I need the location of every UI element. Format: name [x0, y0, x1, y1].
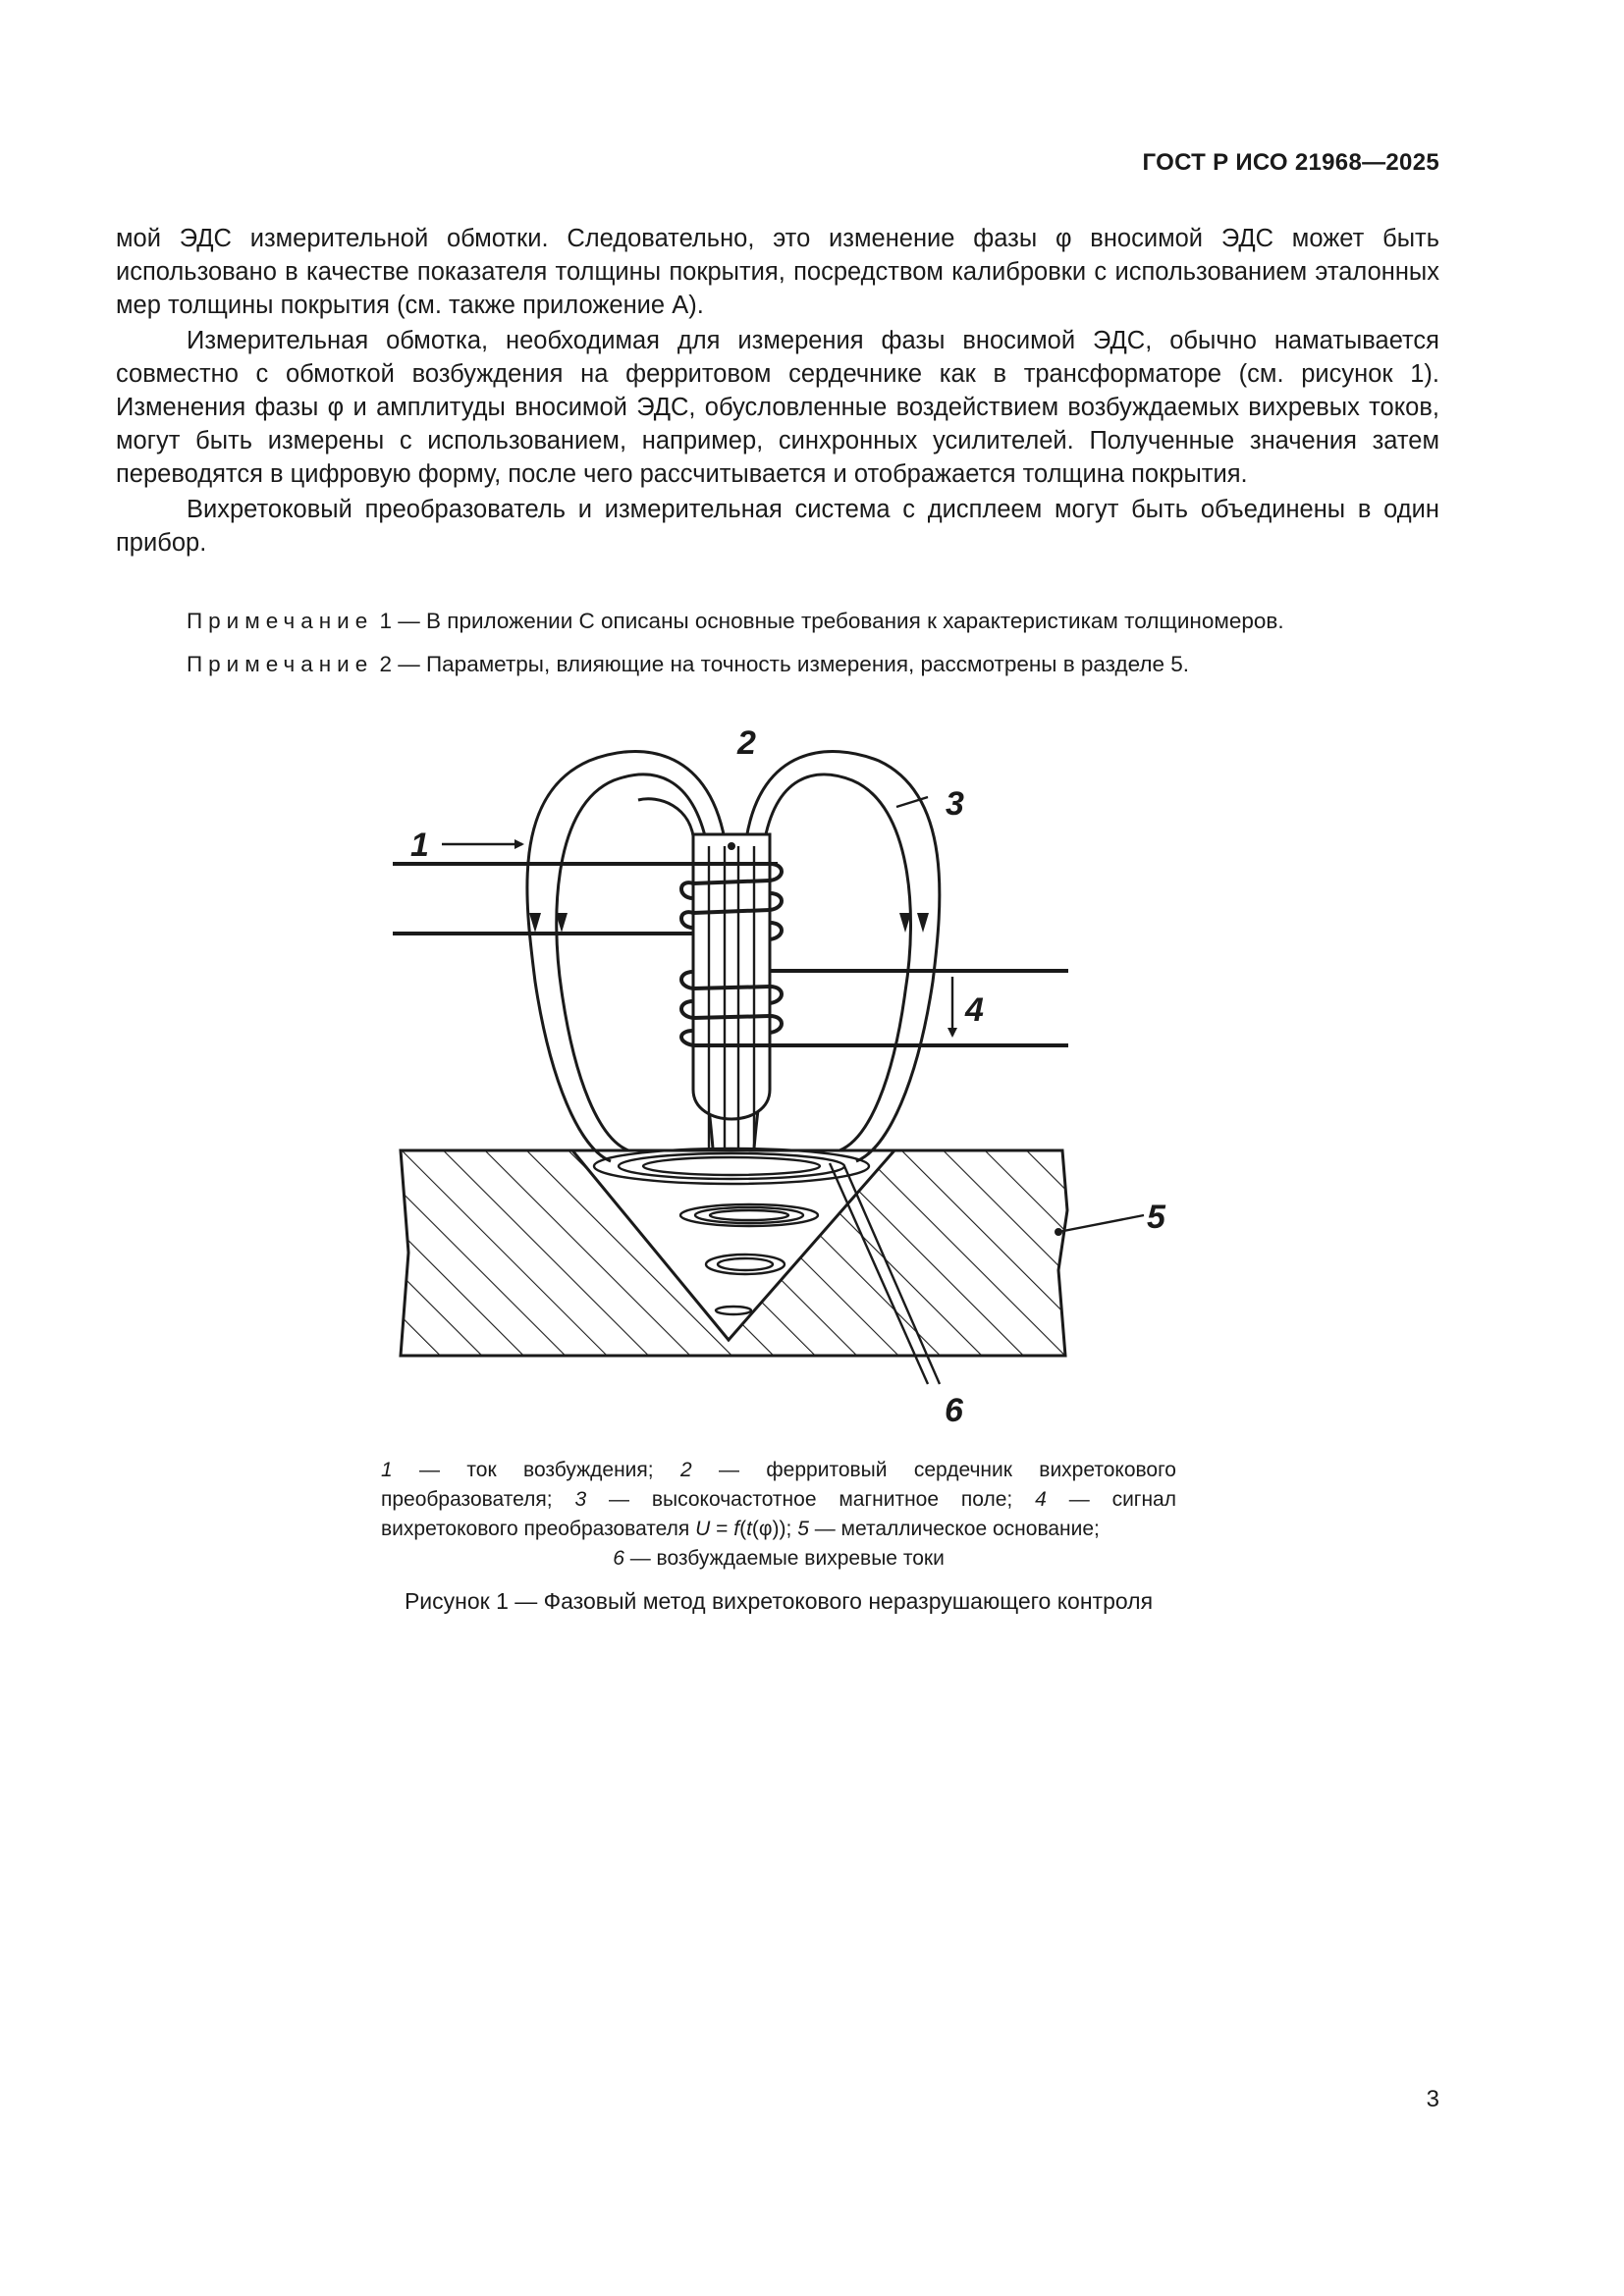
page-number: 3 [1426, 2086, 1439, 2112]
label-leaders [442, 797, 1144, 1384]
metal-base [401, 1150, 1067, 1356]
magnetic-field-lines [527, 751, 940, 1161]
paragraph: Измерительная обмотка, необходимая для измерения фазы вносимой ЭДС, обычно наматывается совместно с обмоткой возбуждения на ферритовом сердечнике как в трансформаторе (см. рисунок 1). Изменения фазы φ и амплитуды вносимой ЭДС, обусловленные воздействием возбуждаемых вихревых токов, могут быть измерены с использованием, например, синхронных усилителей. Полученные значения затем переводятся в цифровую форму, после чего рассчитывается и отображается толщина покрытия. [116, 327, 1439, 488]
figure-label-4: 4 [965, 991, 984, 1029]
figure-legend [381, 1456, 1176, 1574]
measurement-coil [681, 971, 1068, 1045]
figure-label-2: 2 [737, 724, 756, 762]
ferrite-core [693, 834, 770, 1148]
legend-body: 1 — ток возбуждения; 2 — ферритовый сердечник вихретокового преобразователя; 3 — высокочастотное магнитное поле; 4 — сигнал вихретокового преобразователя U = f(t(φ)); 5 — металлическое основание; [381, 1459, 1176, 1540]
body-text [116, 222, 1439, 560]
note-2 [187, 650, 1189, 679]
document-code: ГОСТ Р ИСО 21968—2025 [1142, 149, 1439, 176]
note-label: Примечание [187, 609, 374, 633]
figure-label-6: 6 [945, 1392, 963, 1429]
figure-label-1: 1 [410, 827, 429, 864]
figure-caption: Рисунок 1 — Фазовый метод вихретокового неразрушающего контроля [404, 1588, 1154, 1614]
eddy-currents [594, 1148, 869, 1314]
note-label: Примечание [187, 652, 374, 676]
excitation-coil [393, 864, 782, 939]
paragraph: Вихретоковый преобразователь и измерительная система с дисплеем могут быть объединены в один прибор. [116, 496, 1439, 557]
note-text: 2 — Параметры, влияющие на точность измерения, рассмотрены в разделе 5. [373, 652, 1190, 676]
figure-label-5: 5 [1147, 1199, 1165, 1236]
note-text: 1 — В приложении C описаны основные требования к характеристикам толщиномеров. [373, 609, 1284, 633]
figure-label-3: 3 [946, 785, 964, 823]
note-1 [187, 607, 1284, 636]
paragraph: мой ЭДС измерительной обмотки. Следовательно, это изменение фазы φ вносимой ЭДС может быть использовано в качестве показателя толщины покрытия, посредством калибровки с использованием эталонных мер толщины покрытия (см. также приложение A). [116, 225, 1439, 319]
field-arrows [529, 913, 929, 933]
legend-last-line: 6 — возбуждаемые вихревые токи [613, 1547, 945, 1570]
